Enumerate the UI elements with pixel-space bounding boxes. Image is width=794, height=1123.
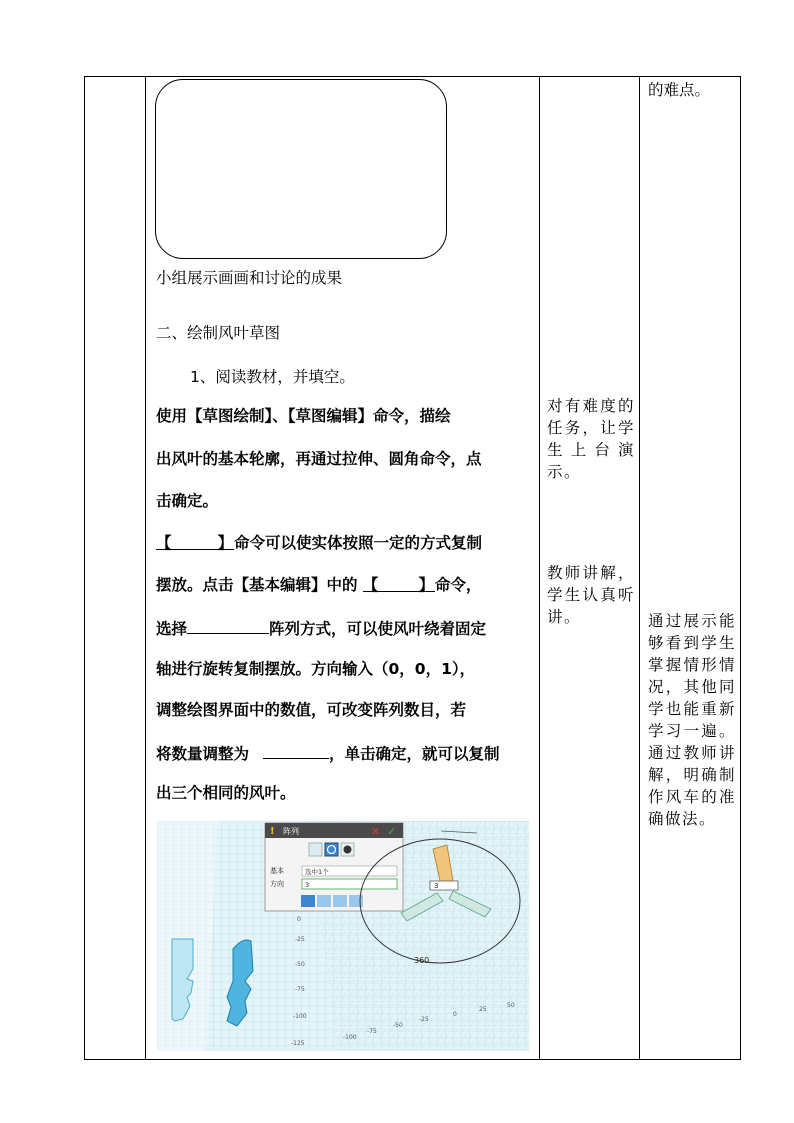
table-border-left <box>84 76 85 1060</box>
drawing-box <box>155 79 447 259</box>
col4-note: 通过展示能够看到学生掌握情形情况，其他同学也能重新学习一遍。通过教师讲解，明确制作风车的准确做法。 <box>648 612 736 828</box>
table-border-right <box>740 76 741 1060</box>
software-screenshot <box>157 821 529 1051</box>
cad-viewport <box>157 821 529 1051</box>
svg-text:25: 25 <box>479 1006 487 1013</box>
blank-3[interactable] <box>187 617 269 634</box>
svg-text:!: ! <box>270 826 275 837</box>
para-line-1: 使用【草图绘制】、【草图编辑】命令，描绘 <box>156 407 451 425</box>
col3-note-a: 对有难度的任务，让学生上台演示。 <box>547 397 635 481</box>
table-col-divider-2 <box>539 76 540 1060</box>
panel-title: 阵列 <box>283 827 299 836</box>
table-col-divider-1 <box>145 76 146 1060</box>
para-line-3: 击确定。 <box>156 492 219 510</box>
confirm-icon[interactable]: ✓ <box>387 825 397 838</box>
fill-line-4: 轴进行旋转复制摆放。方向输入（0，0，1）， <box>156 660 476 678</box>
col4-top-text: 的难点。 <box>648 81 711 99</box>
svg-text:-75: -75 <box>367 1028 377 1035</box>
blank-1[interactable]: 【 】 <box>156 534 234 552</box>
caption: 小组展示画画和讨论的成果 <box>156 269 343 287</box>
svg-text:-25: -25 <box>419 1016 429 1023</box>
svg-text:-100: -100 <box>343 1034 357 1041</box>
svg-text:-125: -125 <box>291 1040 305 1047</box>
table-border-bottom <box>84 1059 741 1060</box>
table-col-divider-3 <box>639 76 640 1060</box>
close-icon[interactable]: ✕ <box>371 825 381 838</box>
svg-text:-100: -100 <box>293 1013 307 1020</box>
fill-line-7: 出三个相同的风叶。 <box>156 784 296 802</box>
blank-2[interactable]: 【 】 <box>362 576 434 594</box>
svg-text:基本: 基本 <box>270 867 284 875</box>
fill-line-5: 调整绘图界面中的数值，可改变阵列数目，若 <box>156 701 467 719</box>
svg-text:-75: -75 <box>295 986 305 993</box>
para-line-2: 出风叶的基本轮廓，再通过拉伸、圆角命令，点 <box>156 450 482 468</box>
svg-text:-25: -25 <box>295 936 305 943</box>
svg-text:0: 0 <box>297 916 301 923</box>
fill-line-3: 选择 阵列方式，可以使风叶绕着固定 <box>156 617 486 639</box>
fill-line-1: 【 】命令可以使实体按照一定的方式复制 <box>156 534 483 552</box>
svg-text:-50: -50 <box>295 961 305 968</box>
blank-4[interactable] <box>263 742 329 759</box>
svg-text:方向: 方向 <box>270 880 284 888</box>
svg-text:-50: -50 <box>393 1022 403 1029</box>
svg-text:3: 3 <box>434 882 439 890</box>
svg-text:选中1个: 选中1个 <box>305 868 329 876</box>
fill-line-2: 摆放。点击【基本编辑】中的 【 】命令， <box>156 576 482 594</box>
angle-label: 360 <box>414 956 430 965</box>
table-border-top <box>84 76 741 77</box>
col3-note-b: 教师讲解，学生认真听讲。 <box>547 564 635 626</box>
svg-text:0: 0 <box>453 1011 457 1018</box>
step-1: 1、阅读教材，并填空。 <box>190 368 355 386</box>
fill-line-6: 将数量调整为 ，单击确定，就可以复制 <box>156 742 500 764</box>
svg-text:50: 50 <box>507 1002 515 1009</box>
svg-text:3: 3 <box>305 881 310 889</box>
section-title: 二、绘制风叶草图 <box>156 324 281 342</box>
